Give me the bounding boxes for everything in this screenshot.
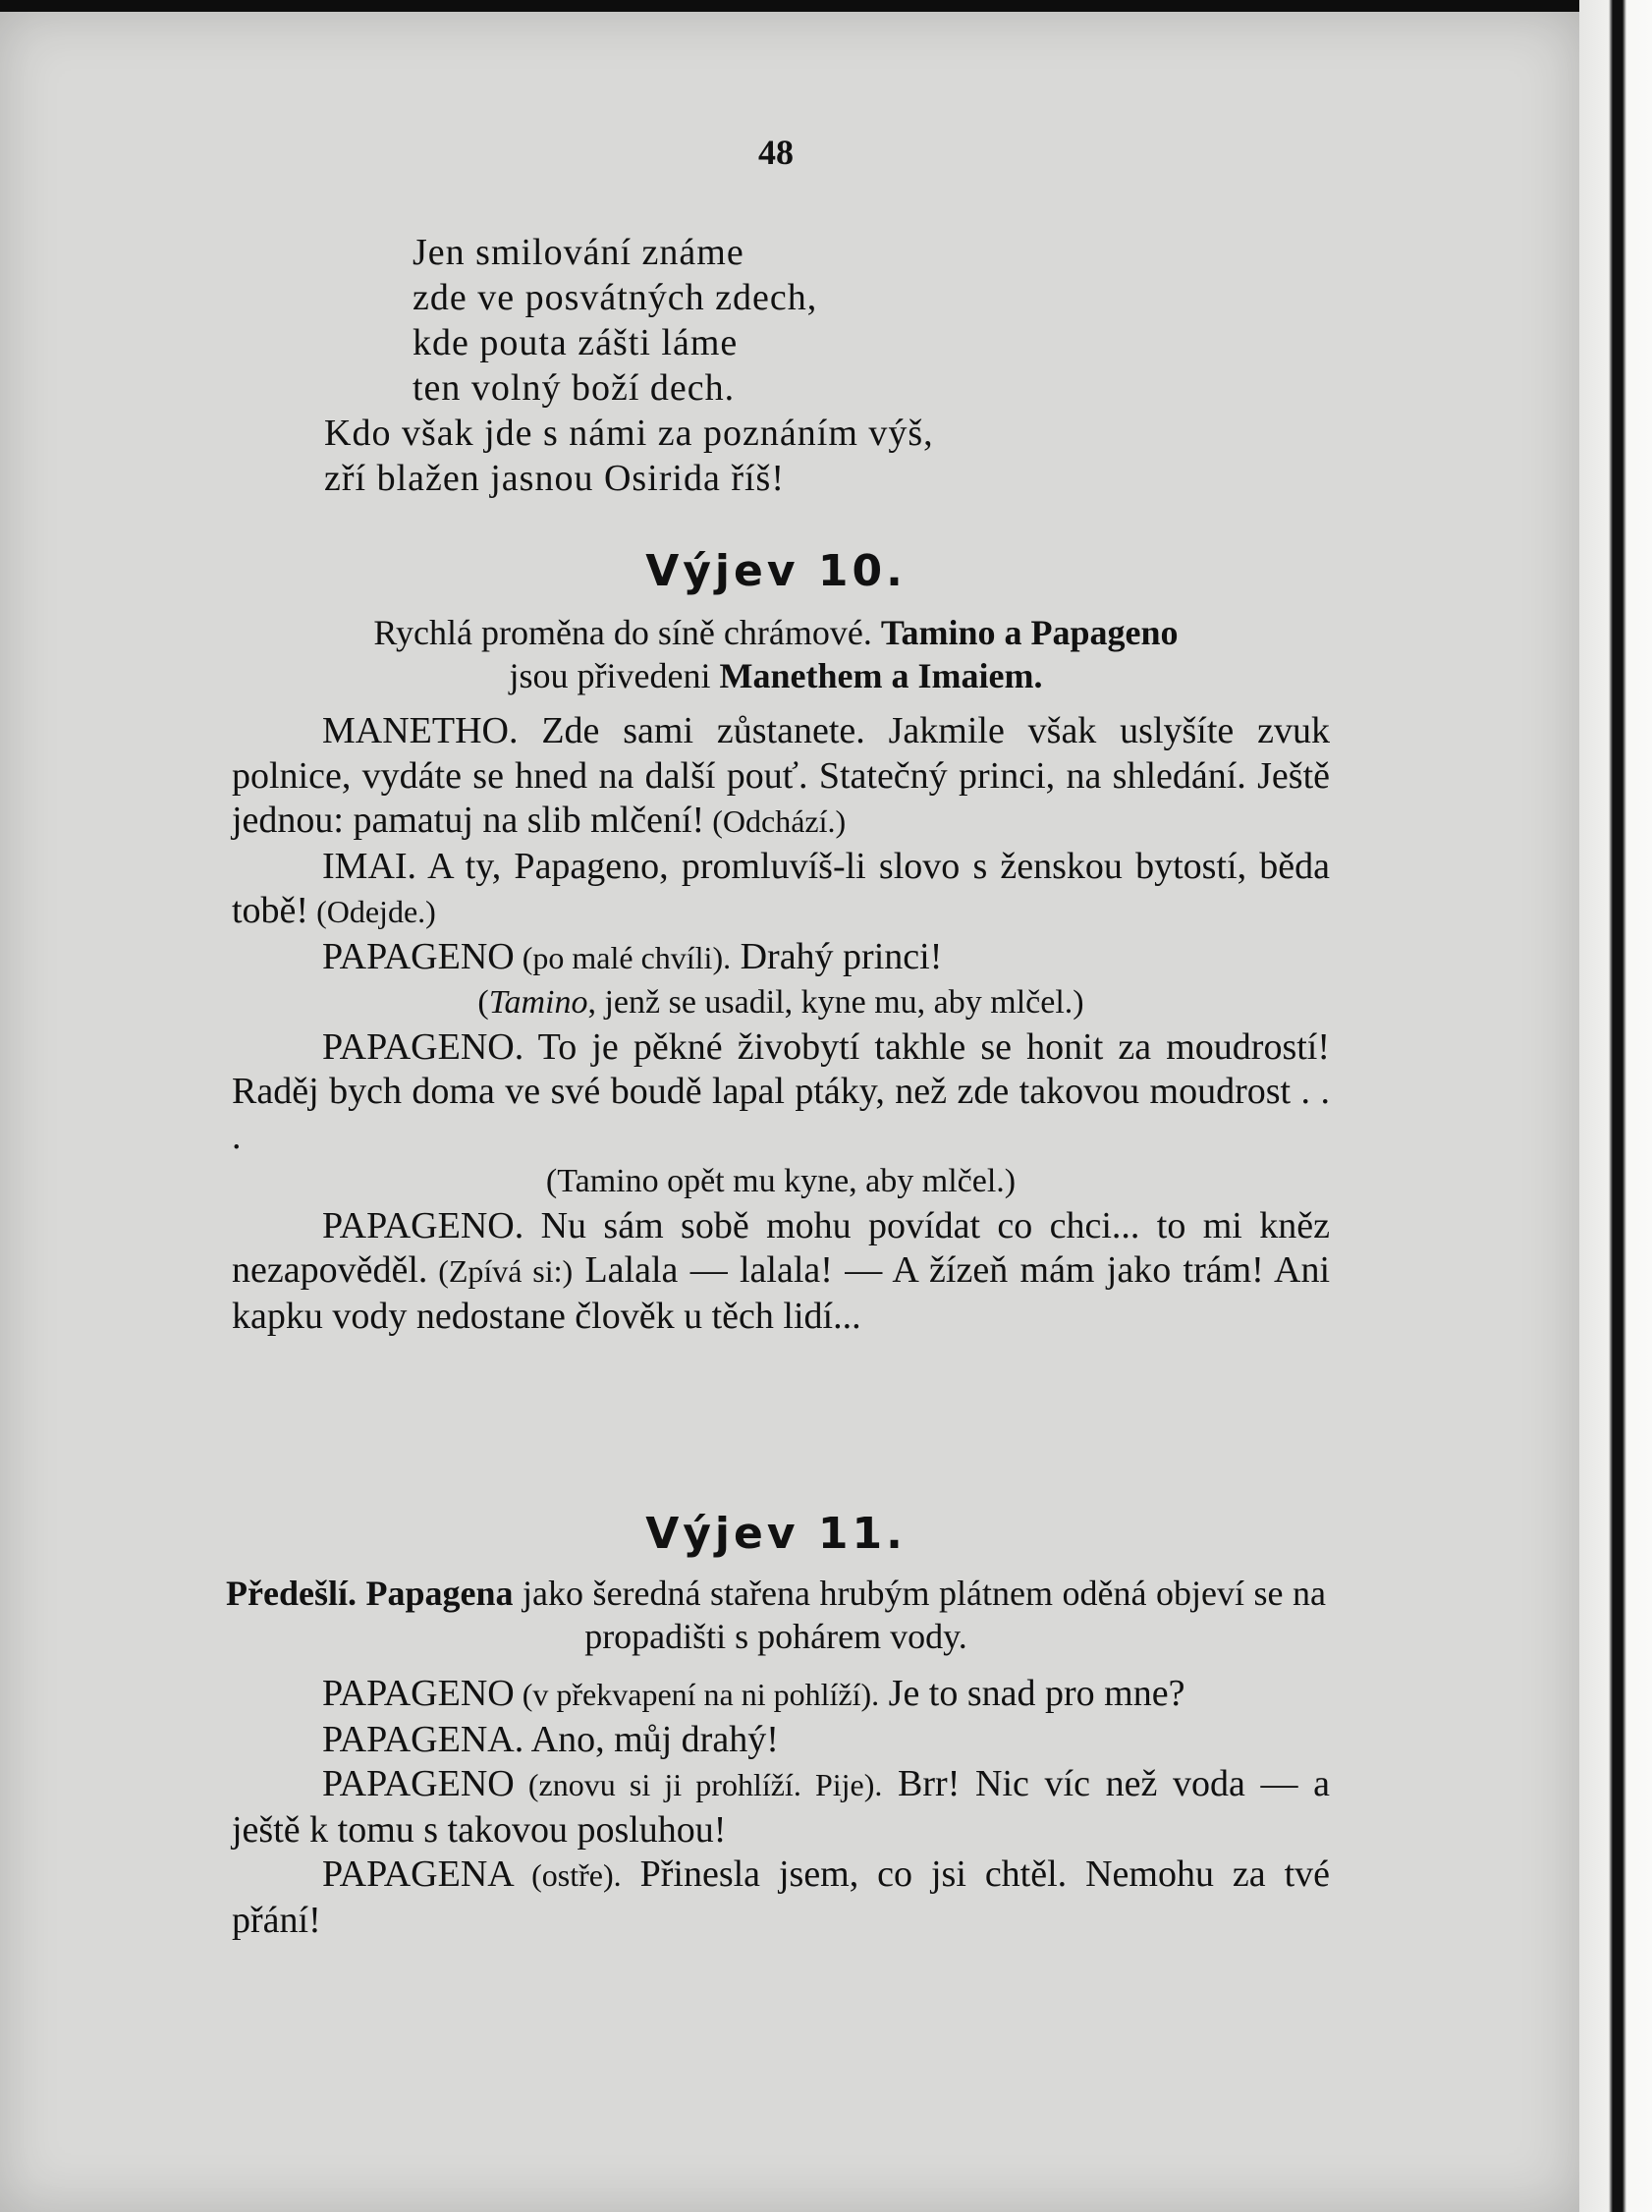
page-number: 48 [758,133,794,172]
paren: ( [477,984,489,1021]
poem-line: kde pouta zášti láme [413,322,739,363]
stage-direction-characters: Manethem a Imaiem. [719,656,1043,695]
stage-direction-scene-10 [226,611,1326,697]
poem-line: Kdo však jde s námi za poznáním výš, [324,413,934,454]
speaker-name: PAPAGENO [322,935,515,977]
stage-direction-inline: (ostře). [514,1857,622,1893]
stage-direction-inline: (po malé chvíli). [514,939,732,975]
dialogue-text: Je to snad pro mne? [879,1673,1185,1714]
speaker-name: IMAI. [322,845,417,887]
dialogue-text: Drahý princi! [731,935,943,977]
poem-line: zde ve posvátných zdech, [413,277,818,318]
dialogue-text: Brr! Nic víc než voda — a ještě k tomu s takovou posluhou! [232,1763,1330,1851]
speaker-name: PAPAGENA [322,1853,515,1895]
dialogue-text: Lalala — lalala! — A žízeň mám jako trám! Ani kapku vody nedostane člověk u těch lidí... [232,1249,1330,1337]
dialogue-text: To je pěkné živobytí takhle se honit za moudrostí! Raděj bych doma ve své boudě lapal ptáky, než zde takovou moudrost . . . [232,1025,1330,1157]
speaker-name: PAPAGENA. [322,1718,524,1760]
stage-direction-text: jsou přivedeni [509,656,711,695]
stage-direction-scene-11 [226,1572,1326,1658]
poem-line: ten volný boží dech. [413,367,736,409]
scene-heading-10: Výjev 10. [645,546,907,596]
stage-direction-characters: Předešlí. [226,1574,357,1613]
stage-direction-characters: Tamino a Papageno [880,613,1179,652]
dialogue-text: Ano, můj drahý! [523,1718,779,1760]
poem-line: zří blažen jasnou Osirida říš! [324,458,785,499]
stage-direction-text: , jenž se usadil, kyne mu, aby mlčel.) [587,984,1084,1021]
character-name-italic: Tamino [488,984,588,1021]
poem-line: Jen smilování známe [413,232,744,273]
stage-direction-inline: (Odejde.) [308,894,436,929]
speaker-name: MANETHO. [322,710,519,751]
stage-direction-inline: (Zpívá si:) [427,1253,574,1289]
book-page [0,12,1579,2212]
dialogue-text: Nu sám sobě mohu povídat co chci... to mi kněz nezapověděl. [232,1204,1330,1291]
dialogue-paragraph [232,1718,1330,1763]
scan-top-edge [0,0,1652,12]
stage-direction-text: jako šeredná stařena hrubým plátnem oděná objeví se na propadišti s pohárem vody. [513,1574,1326,1656]
dialogue-text: A ty, Papageno, promluvíš-li slovo s ženskou bytostí, běda tobě! [232,845,1330,931]
stage-direction-line [232,980,1330,1025]
dialogue-paragraph [232,709,1330,845]
dialogue-paragraph [232,845,1330,935]
stage-direction-inline: (v překvapení na ni pohlíží). [514,1677,880,1712]
dialogue-scene-10 [232,709,1330,1339]
dialogue-text: Přinesla jsem, co jsi chtěl. Nemohu za tvé přání! [232,1853,1330,1941]
stage-direction-characters: Papagena [365,1574,514,1613]
dialogue-paragraph [232,1853,1330,1943]
dialogue-paragraph [232,1025,1330,1160]
stage-direction-inline: (znovu si ji prohlíží. Pije). [514,1767,883,1802]
dialogue-paragraph [232,1204,1330,1340]
scene-heading-11: Výjev 11. [645,1509,907,1559]
dialogue-paragraph [232,935,1330,981]
dialogue-scene-11 [232,1672,1330,1943]
stage-direction-text: Rychlá proměna do síně chrámové. [373,613,872,652]
dialogue-paragraph [232,1762,1330,1853]
speaker-name: PAPAGENO [322,1763,515,1804]
speaker-name: PAPAGENO. [322,1204,524,1246]
dialogue-text: Zde sami zůstanete. Jakmile však uslyšíte zvuk polnice, vydáte se hned na další pouť. Statečný princi, na shledání. Ještě jednou: pamatuj na slib mlčení! [232,710,1330,841]
speaker-name: PAPAGENO [322,1673,515,1714]
poem-stanza [324,230,934,501]
stage-direction-inline: (Odchází.) [704,803,847,839]
stage-direction-line: (Tamino opět mu kyne, aby mlčel.) [545,1163,1017,1199]
speaker-name: PAPAGENO. [322,1025,524,1068]
book-spine-edge [1579,0,1652,2212]
dialogue-paragraph [232,1672,1330,1718]
